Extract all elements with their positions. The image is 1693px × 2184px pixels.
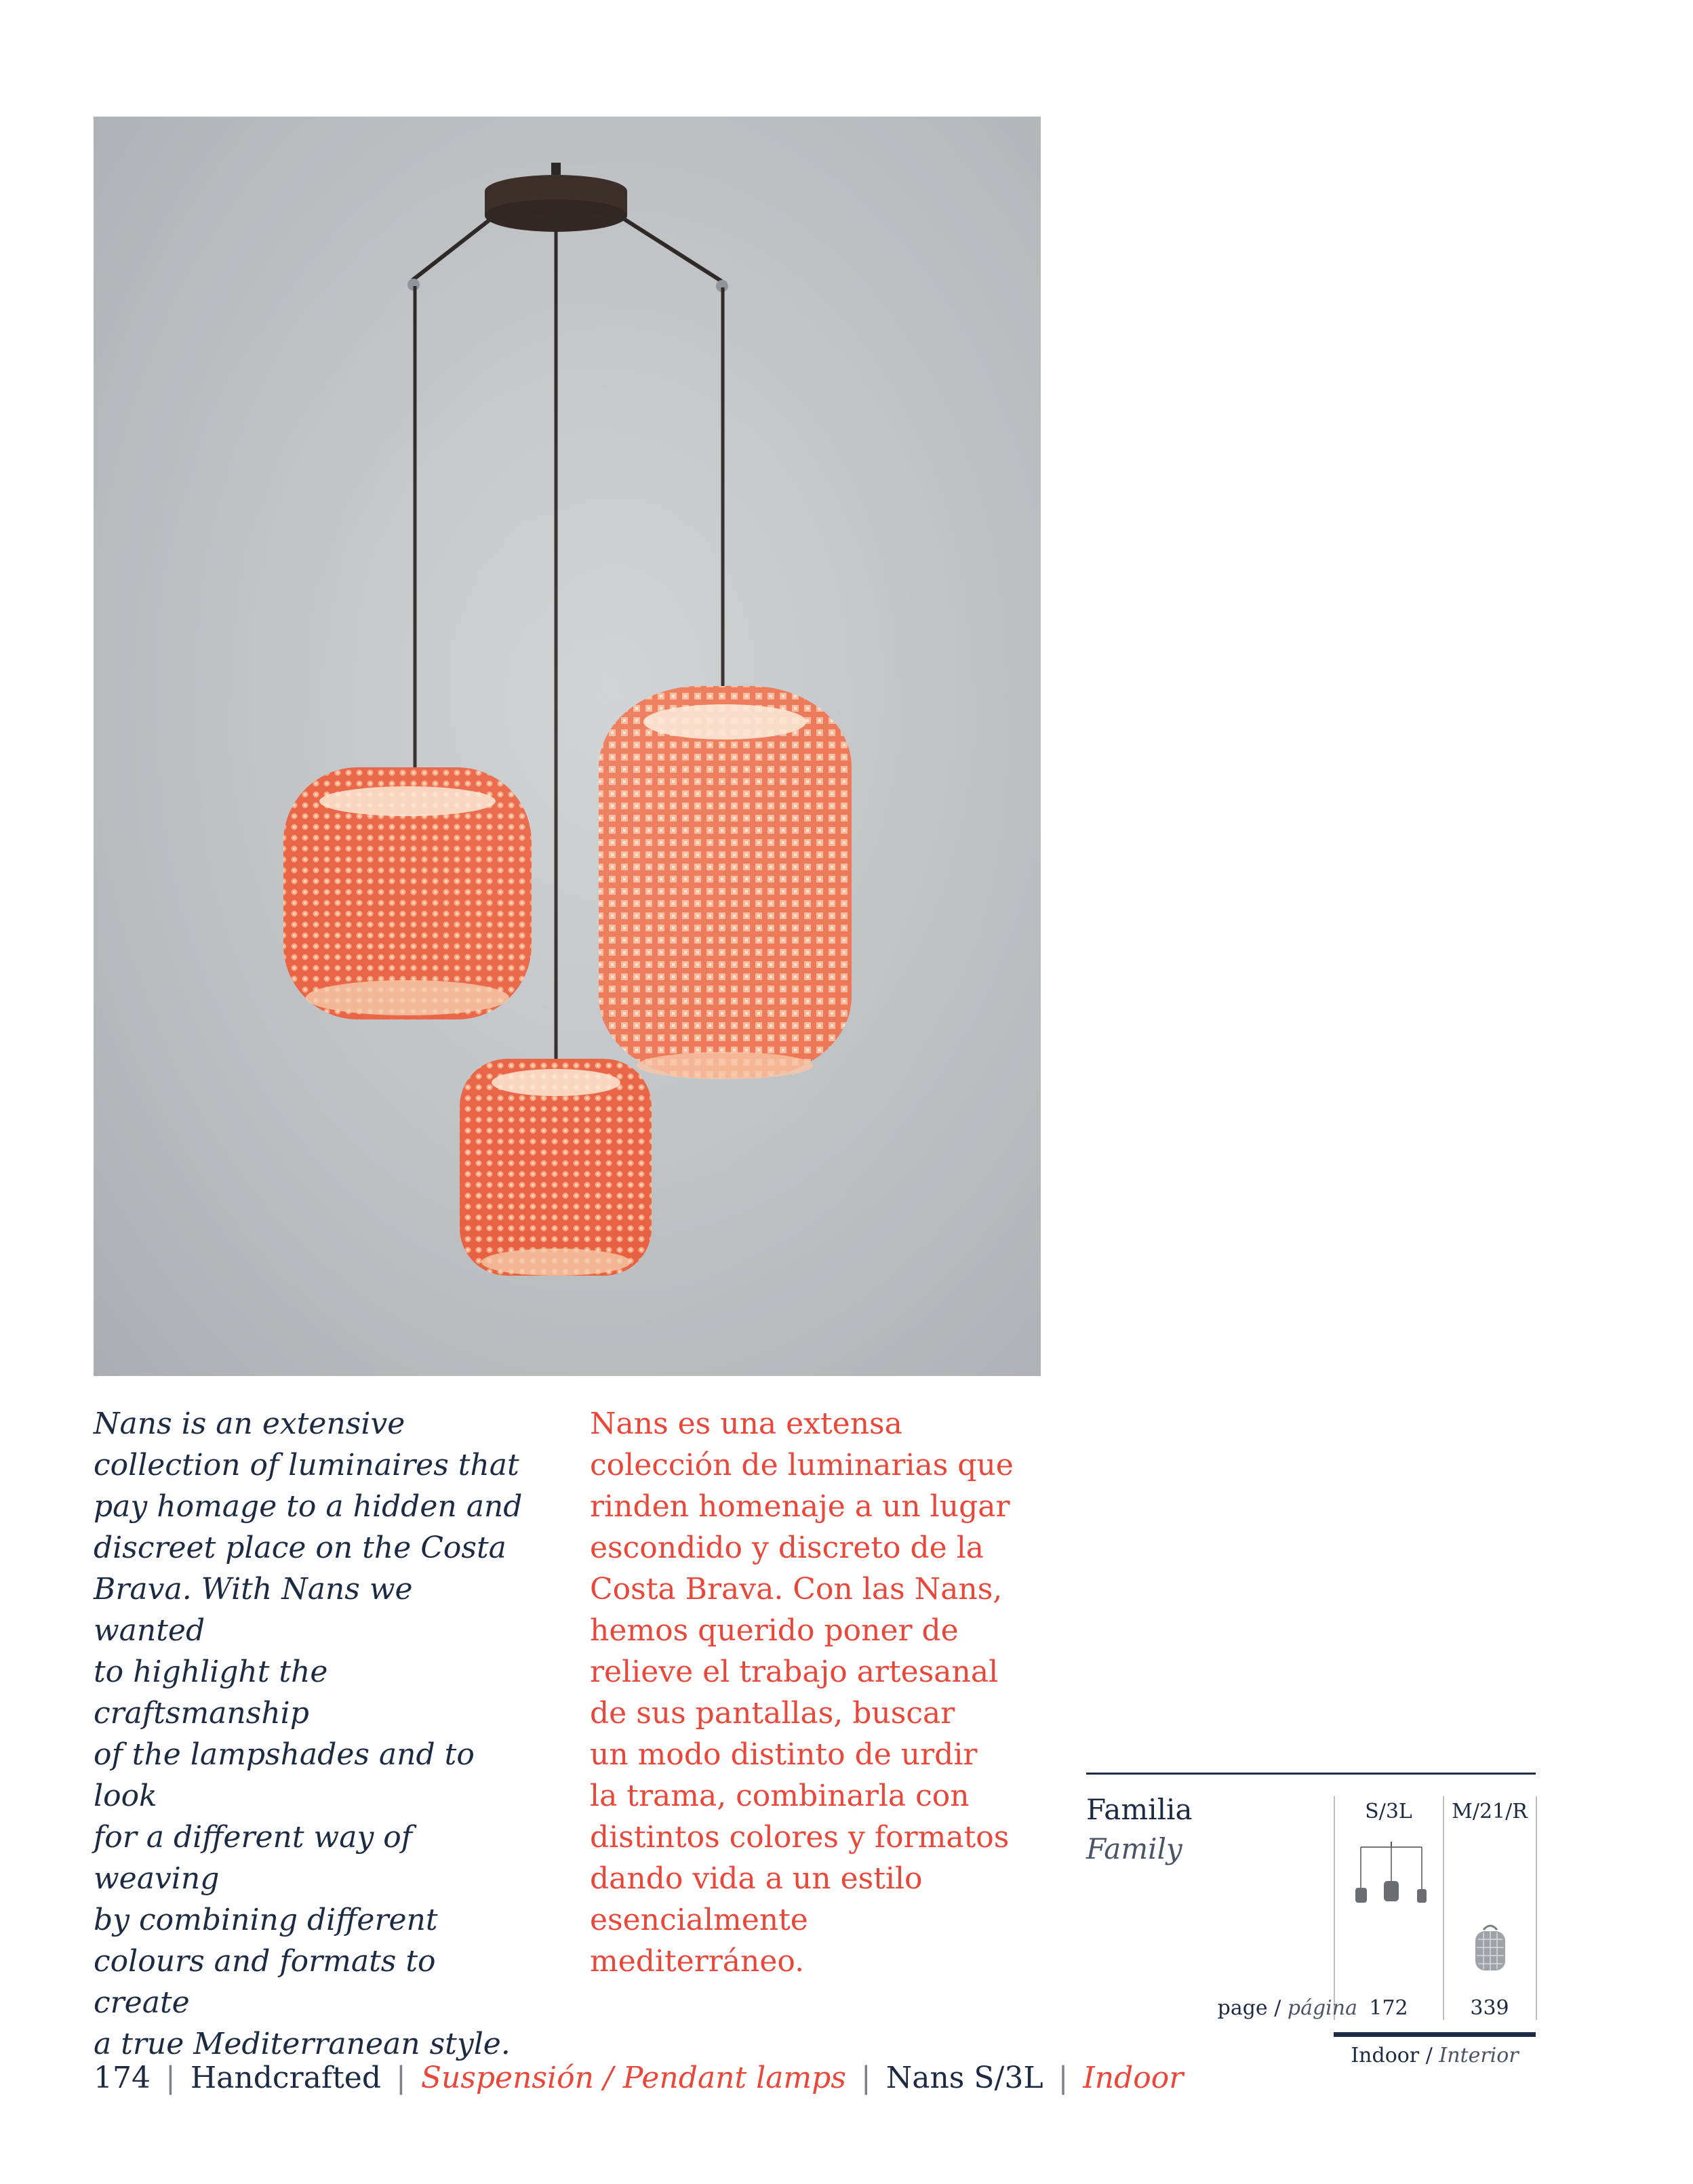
family-label: Familia — [1086, 1793, 1193, 1826]
description-spanish: Nans es una extensa colección de luminarias que rinden homenaje a un lugar escondido y discreto de la Costa Brava. Con las Nans, hemos querido poner de relieve el trabajo artesanal de sus pantallas, buscar un modo distinto de urdir la trama, combinarla con distintos colores y formatos dando vida a un estilo esencialmente mediterráneo. — [590, 1407, 1014, 1979]
column-divider — [1443, 1796, 1444, 2020]
page-label: page / página — [1217, 1996, 1357, 2020]
product-photo — [94, 117, 1041, 1376]
indoor-label: Indoor / Interior — [1351, 2044, 1519, 2067]
three-pendant-lamp-icon — [1347, 1840, 1435, 1915]
family-label-translation: Family — [1086, 1832, 1182, 1865]
table-top-rule — [1086, 1773, 1536, 1775]
page-number: 174 — [94, 2061, 151, 2095]
page-ref-s3l: 172 — [1369, 1996, 1408, 2020]
column-header-s3l: S/3L — [1365, 1800, 1412, 1823]
footer-section: Handcrafted — [190, 2061, 381, 2095]
page-ref-m21r: 339 — [1470, 1996, 1509, 2020]
family-table — [1086, 1773, 1536, 2067]
footer-environment: Indoor — [1083, 2061, 1184, 2095]
footer-product: Nans S/3L — [885, 2061, 1043, 2095]
table-bottom-rule — [1334, 2032, 1536, 2037]
column-divider — [1334, 1796, 1335, 2020]
page-footer: 174 | Handcrafted | Suspensión / Pendant lamps | Nans S/3L | Indoor — [94, 2061, 1184, 2095]
column-divider — [1536, 1796, 1537, 2020]
description-english: Nans is an extensive collection of luminaires that pay homage to a hidden and discreet place on the Costa Brava. With Nans we wanted to highlight the craftsmanship of the lampshades and to look for a different way of weaving by combining different colours and formats to create a true Mediterranean style. — [94, 1407, 523, 2061]
column-header-m21r: M/21/R — [1452, 1800, 1528, 1823]
footer-category: Suspensión / Pendant lamps — [420, 2061, 846, 2095]
woven-lamp-icon — [1471, 1922, 1509, 1976]
